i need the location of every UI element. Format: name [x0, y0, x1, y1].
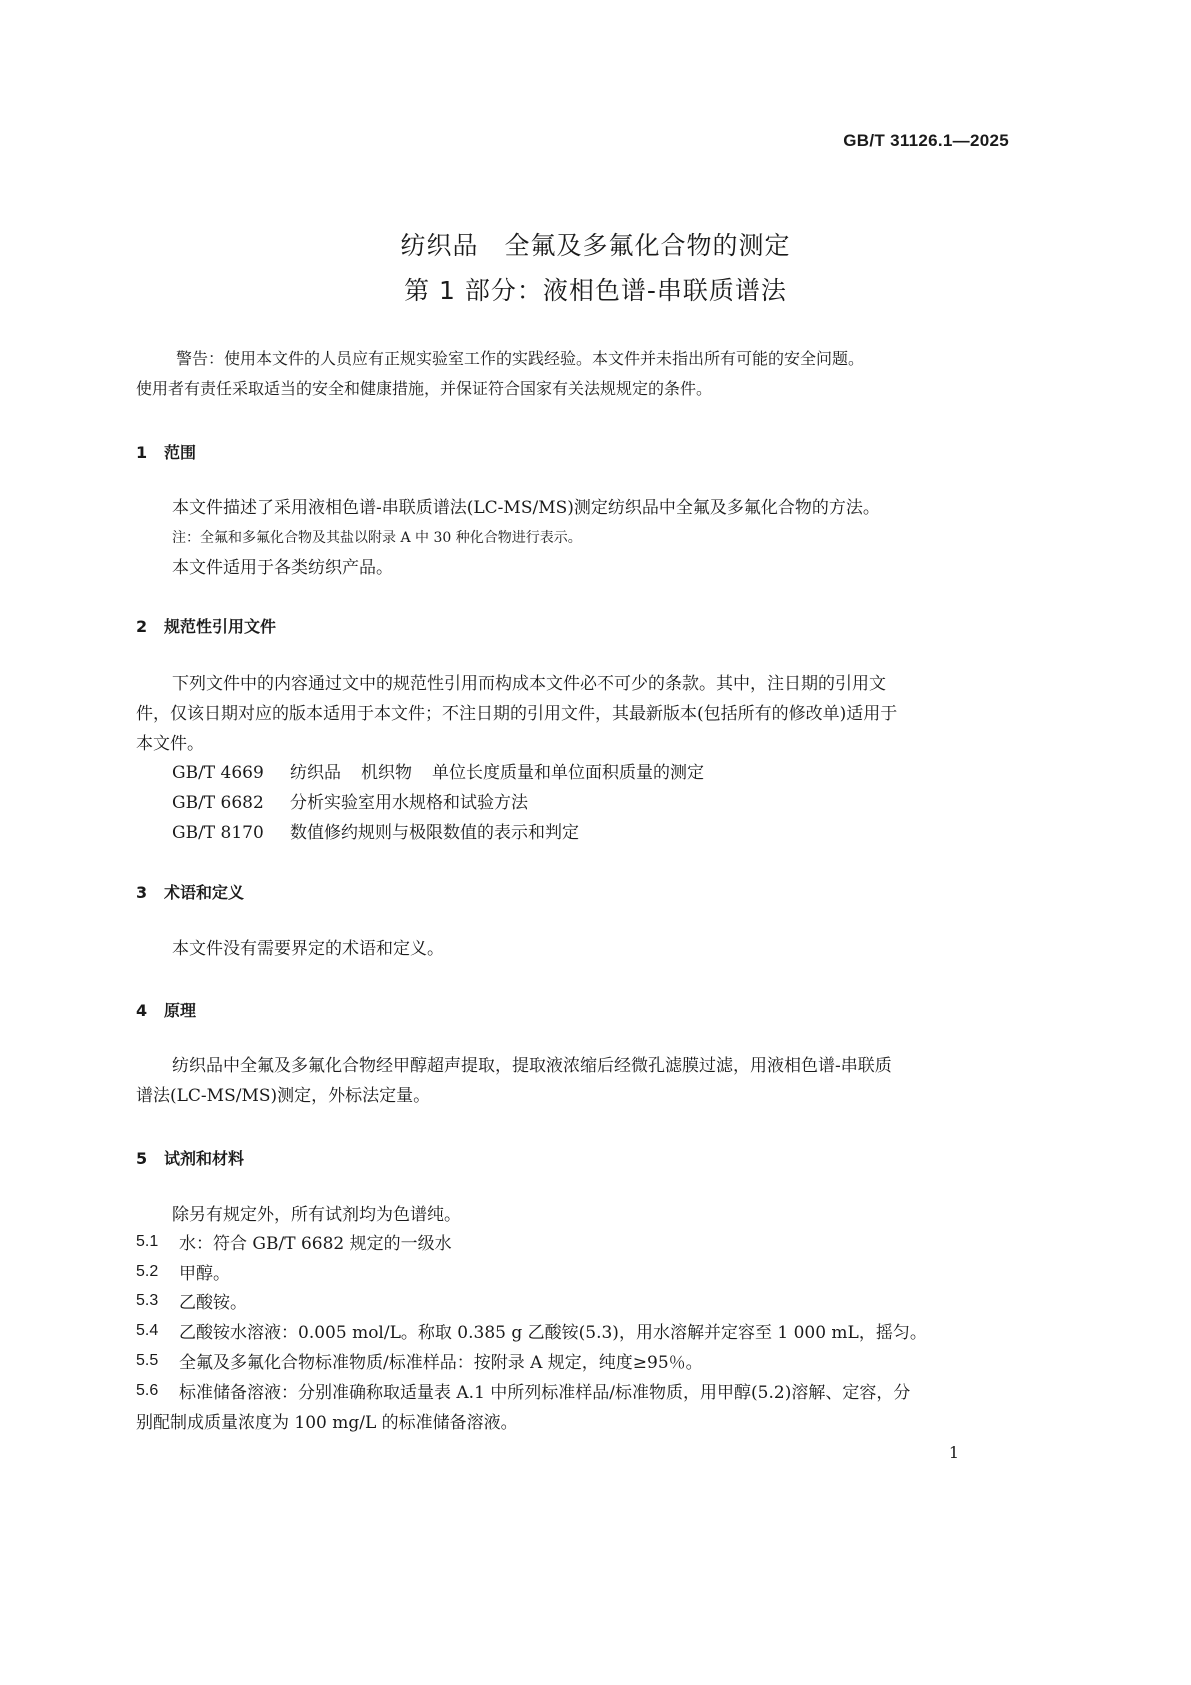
section-title: 术语和定义 — [164, 883, 245, 902]
standard-code: GB/T 31126.1—2025 — [843, 131, 1009, 150]
section-5-intro: 除另有规定外，所有试剂均为色谱纯。 — [172, 1205, 461, 1225]
clause-number: 5.4 — [136, 1322, 159, 1339]
clause-number: 5.5 — [136, 1352, 159, 1369]
reference-item — [172, 819, 579, 847]
section-4-paragraph-line1: 纺织品中全氟及多氟化合物经甲醇超声提取，提取液浓缩后经微孔滤膜过滤，用液相色谱-串联质 — [172, 1056, 892, 1076]
section-title: 规范性引用文件 — [164, 617, 277, 636]
reference-title-part: 单位长度质量和单位面积质量的测定 — [432, 763, 704, 783]
reference-title-part: 纺织品 — [290, 763, 341, 783]
section-2-paragraph-line1: 下列文件中的内容通过文中的规范性引用而构成本文件必不可少的条款。其中，注日期的引用文 — [172, 674, 886, 694]
clause-text-continued: 别配制成质量浓度为 100 mg/L 的标准储备溶液。 — [136, 1413, 518, 1433]
reference-title-part: 机织物 — [361, 763, 412, 783]
reference-title: 分析实验室用水规格和试验方法 — [290, 793, 528, 813]
document-title-line1: 纺织品 全氟及多氟化合物的测定 — [400, 231, 791, 260]
section-title: 原理 — [164, 1001, 197, 1020]
section-number: 2 — [136, 617, 148, 636]
section-1-paragraph: 本文件描述了采用液相色谱-串联质谱法(LC-MS/MS)测定纺织品中全氟及多氟化合物的方法。 — [172, 498, 880, 518]
section-3-paragraph: 本文件没有需要界定的术语和定义。 — [172, 939, 444, 959]
section-title: 范围 — [164, 443, 197, 462]
clause-text: 甲醇。 — [179, 1264, 230, 1284]
section-2-heading — [136, 614, 276, 637]
clause-number: 5.2 — [136, 1263, 159, 1280]
section-1-paragraph-2: 本文件适用于各类纺织产品。 — [172, 558, 393, 578]
warning-line1: 警告：使用本文件的人员应有正规实验室工作的实践经验。本文件并未指出所有可能的安全问题。 — [176, 349, 865, 368]
clause-number: 5.6 — [136, 1382, 159, 1399]
clause-text: 标准储备溶液：分别准确称取适量表 A.1 中所列标准样品/标准物质，用甲醇(5.2)溶解、定容，分 — [179, 1383, 911, 1403]
clause-number: 5.3 — [136, 1292, 159, 1309]
clause-text: 乙酸铵水溶液：0.005 mol/L。称取 0.385 g 乙酸铵(5.3)，用水溶解并定容至 1 000 mL，摇匀。 — [179, 1323, 927, 1343]
clause-text: 全氟及多氟化合物标准物质/标准样品：按附录 A 规定，纯度≥95％。 — [179, 1353, 703, 1373]
page-number: 1 — [948, 1443, 959, 1462]
clause-text: 乙酸铵。 — [179, 1293, 247, 1313]
reference-item — [172, 759, 704, 787]
section-1-heading — [136, 440, 196, 463]
section-2-paragraph-line2: 件，仅该日期对应的版本适用于本文件；不注日期的引用文件，其最新版本(包括所有的修改单)适用于 — [136, 704, 898, 724]
section-5-heading — [136, 1146, 244, 1169]
section-1-note: 注：全氟和多氟化合物及其盐以附录 A 中 30 种化合物进行表示。 — [172, 530, 582, 546]
section-4-heading — [136, 998, 196, 1021]
clause-text: 水：符合 GB/T 6682 规定的一级水 — [179, 1234, 452, 1254]
clause-number: 5.1 — [136, 1233, 159, 1250]
section-3-heading — [136, 880, 244, 903]
document-title-line2: 第 1 部分：液相色谱-串联质谱法 — [404, 276, 787, 305]
section-number: 4 — [136, 1001, 148, 1020]
warning-line2: 使用者有责任采取适当的安全和健康措施，并保证符合国家有关法规规定的条件。 — [136, 379, 713, 398]
section-2-paragraph-line3: 本文件。 — [136, 734, 204, 754]
reference-item — [172, 789, 528, 817]
reference-code: GB/T 6682 — [172, 793, 264, 813]
reference-code: GB/T 4669 — [172, 763, 264, 783]
reference-code: GB/T 8170 — [172, 823, 264, 843]
section-number: 1 — [136, 443, 148, 462]
section-number: 3 — [136, 883, 148, 902]
section-number: 5 — [136, 1149, 148, 1168]
section-4-paragraph-line2: 谱法(LC-MS/MS)测定，外标法定量。 — [136, 1086, 431, 1106]
reference-title — [290, 763, 704, 783]
section-title: 试剂和材料 — [164, 1149, 245, 1168]
reference-title: 数值修约规则与极限数值的表示和判定 — [290, 823, 579, 843]
